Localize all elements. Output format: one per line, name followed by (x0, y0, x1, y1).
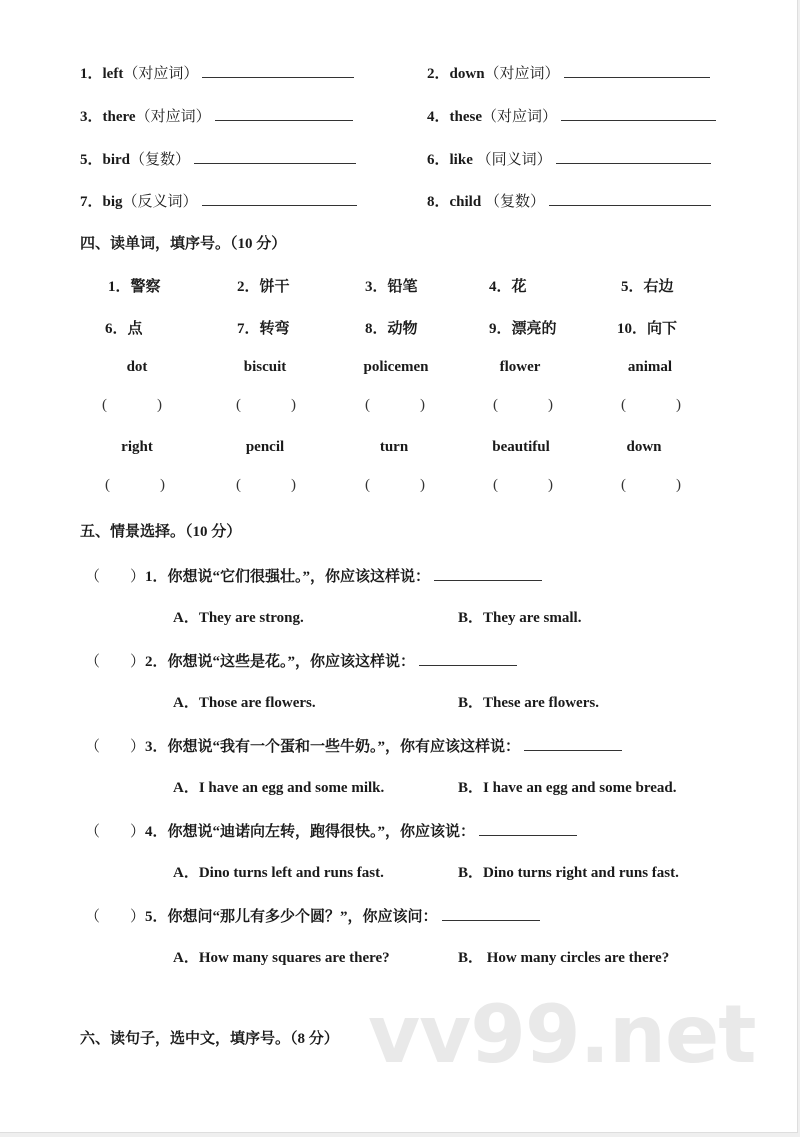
item-number: 1． (80, 66, 103, 82)
answer-blank[interactable] (564, 76, 710, 78)
section-4-title: 四、读单词，填序号。（10 分） (80, 236, 287, 252)
answer-blank[interactable] (202, 76, 354, 78)
paren-close: ) (291, 477, 296, 493)
section-6-title: 六、读句子，选中文，填序号。（8 分） (80, 1031, 339, 1047)
paren-open: ( (365, 397, 370, 413)
option-a[interactable]: A．They are strong. (173, 610, 304, 626)
word-item-7 (80, 190, 357, 211)
chinese-word-9: 9．漂亮的 (489, 321, 557, 337)
english-word-down: down (626, 439, 662, 455)
question-text: 2．你想说“这些是花。”，你应该这样说： (145, 654, 416, 670)
item-word: there (102, 109, 136, 125)
paren-close: ) (157, 397, 162, 413)
item-number: 8． (427, 194, 450, 210)
answer-paren[interactable] (365, 397, 425, 414)
option-b[interactable]: B．I have an egg and some bread. (458, 780, 677, 796)
chinese-word-6: 6．点 (105, 321, 143, 337)
paren-close: ) (420, 477, 425, 493)
word-item-4 (427, 105, 716, 126)
paren-open: ( (621, 477, 626, 493)
item-number: 5． (80, 152, 103, 168)
english-word-dot: dot (126, 359, 148, 375)
word-item-5 (80, 148, 356, 169)
option-b[interactable]: B．Dino turns right and runs fast. (458, 865, 679, 881)
question-text: 4．你想说“迪诺向左转，跑得很快。”，你应该说： (145, 824, 476, 840)
question-2 (85, 650, 517, 671)
chinese-word-2: 2．饼干 (237, 279, 290, 295)
paren-open: ( (621, 397, 626, 413)
answer-paren[interactable]: （ ） (85, 909, 146, 925)
chinese-word-10: 10．向下 (617, 321, 678, 337)
word-item-6 (427, 148, 711, 169)
answer-paren[interactable] (493, 397, 553, 414)
option-b[interactable]: B． How many circles are there? (458, 950, 670, 966)
answer-paren[interactable] (236, 397, 296, 414)
paren-open: ( (365, 477, 370, 493)
answer-paren[interactable]: （ ） (85, 654, 146, 670)
english-word-beautiful: beautiful (492, 439, 550, 455)
item-number: 4． (427, 109, 450, 125)
answer-paren[interactable] (621, 397, 681, 414)
item-hint: （对应词） (482, 109, 558, 125)
question-text: 3．你想说“我有一个蛋和一些牛奶。”，你有应该这样说： (145, 739, 521, 755)
question-text: 1．你想说“它们很强壮。”，你应该这样说： (145, 569, 431, 585)
answer-paren[interactable]: （ ） (85, 739, 146, 755)
paren-open: ( (236, 477, 241, 493)
answer-blank[interactable] (202, 204, 357, 206)
item-number: 2． (427, 66, 450, 82)
answer-paren[interactable] (236, 477, 296, 494)
question-5 (85, 905, 540, 926)
item-word: these (449, 109, 483, 125)
option-a[interactable]: A．How many squares are there? (173, 950, 390, 966)
answer-blank[interactable] (194, 162, 356, 164)
answer-paren[interactable] (365, 477, 425, 494)
item-hint: （同义词） (472, 152, 552, 168)
chinese-word-1: 1．警察 (108, 279, 161, 295)
item-hint: （对应词） (123, 66, 199, 82)
paren-close: ) (420, 397, 425, 413)
option-a[interactable]: A．Those are flowers. (173, 695, 316, 711)
answer-paren[interactable]: （ ） (85, 569, 146, 585)
chinese-word-5: 5．右边 (621, 279, 674, 295)
english-word-pencil: pencil (245, 439, 285, 455)
word-item-2 (427, 62, 710, 83)
paren-open: ( (493, 477, 498, 493)
english-word-flower: flower (499, 359, 541, 375)
section-5-title: 五、情景选择。（10 分） (80, 524, 242, 540)
english-word-turn: turn (379, 439, 409, 455)
item-word: child (449, 194, 482, 210)
answer-blank[interactable] (524, 749, 622, 751)
answer-paren[interactable] (105, 477, 165, 494)
paren-close: ) (676, 477, 681, 493)
paren-close: ) (676, 397, 681, 413)
word-item-8 (427, 190, 711, 211)
word-item-3 (80, 105, 353, 126)
item-word: big (102, 194, 123, 210)
answer-blank[interactable] (434, 579, 542, 581)
chinese-word-8: 8．动物 (365, 321, 418, 337)
answer-blank[interactable] (479, 834, 577, 836)
item-hint: （复数） (130, 152, 191, 168)
item-word: bird (102, 152, 131, 168)
paren-close: ) (548, 397, 553, 413)
item-hint: （对应词） (135, 109, 211, 125)
answer-blank[interactable] (419, 664, 517, 666)
item-word: down (449, 66, 485, 82)
item-number: 7． (80, 194, 103, 210)
paren-open: ( (105, 477, 110, 493)
item-word: like (449, 152, 473, 168)
paren-close: ) (160, 477, 165, 493)
answer-blank[interactable] (561, 119, 716, 121)
chinese-word-4: 4．花 (489, 279, 527, 295)
answer-paren[interactable] (102, 397, 162, 414)
english-word-animal: animal (627, 359, 673, 375)
answer-paren[interactable]: （ ） (85, 824, 146, 840)
item-hint: （反义词） (122, 194, 198, 210)
english-word-right: right (121, 439, 153, 455)
option-b[interactable]: B．They are small. (458, 610, 582, 626)
paren-close: ) (291, 397, 296, 413)
question-3 (85, 735, 622, 756)
item-hint: （复数） (481, 194, 545, 210)
question-1 (85, 565, 542, 586)
chinese-word-3: 3．铅笔 (365, 279, 418, 295)
answer-blank[interactable] (556, 162, 711, 164)
answer-blank[interactable] (442, 919, 540, 921)
paren-open: ( (236, 397, 241, 413)
option-a[interactable]: A．Dino turns left and runs fast. (173, 865, 384, 881)
paren-close: ) (548, 477, 553, 493)
chinese-word-7: 7．转弯 (237, 321, 290, 337)
paren-open: ( (493, 397, 498, 413)
word-item-1 (80, 62, 354, 83)
option-b[interactable]: B．These are flowers. (458, 695, 599, 711)
watermark: vv99.net (368, 988, 756, 1081)
option-a[interactable]: A．I have an egg and some milk. (173, 780, 385, 796)
item-number: 3． (80, 109, 103, 125)
question-text: 5．你想问“那儿有多少个圆？”，你应该问： (145, 909, 438, 925)
item-number: 6． (427, 152, 450, 168)
item-hint: （对应词） (484, 66, 560, 82)
answer-blank[interactable] (549, 204, 711, 206)
question-4 (85, 820, 577, 841)
paren-open: ( (102, 397, 107, 413)
english-word-biscuit: biscuit (243, 359, 287, 375)
answer-paren[interactable] (493, 477, 553, 494)
answer-blank[interactable] (215, 119, 353, 121)
english-word-policemen: policemen (363, 359, 429, 375)
answer-paren[interactable] (621, 477, 681, 494)
item-word: left (102, 66, 124, 82)
